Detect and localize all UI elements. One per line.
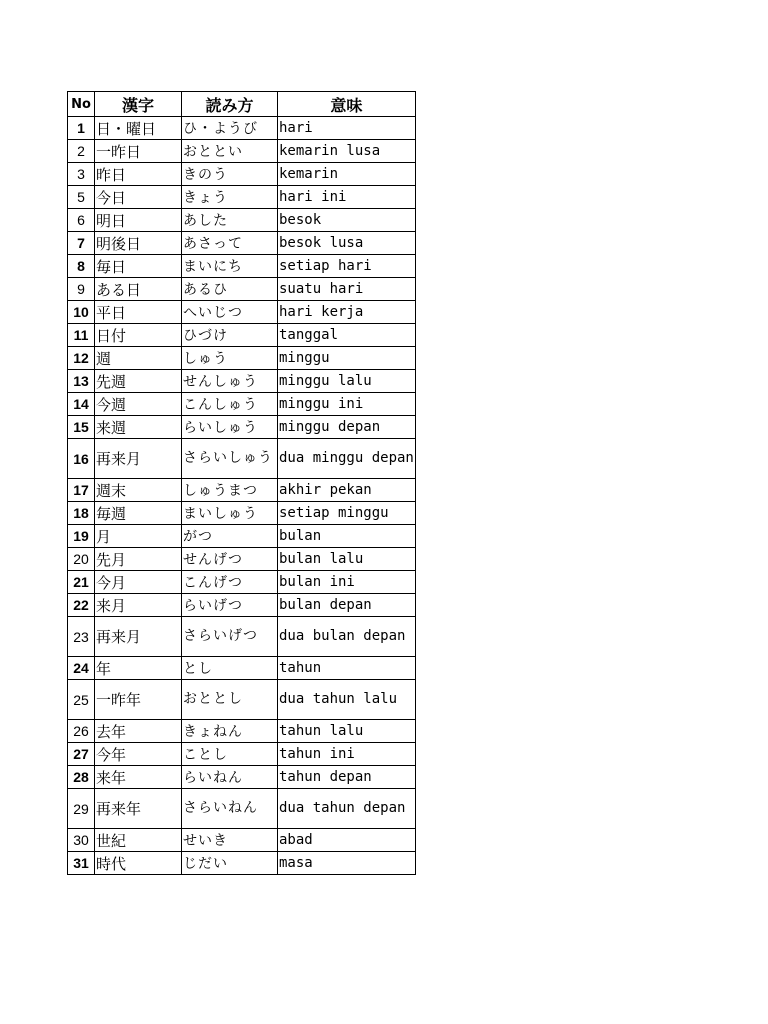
- cell-reading: きょう: [182, 186, 278, 209]
- table-row: [68, 720, 416, 743]
- vocabulary-table: [67, 91, 416, 875]
- cell-meaning: tahun depan: [278, 766, 416, 789]
- cell-no: 30: [68, 829, 95, 852]
- cell-kanji: 年: [95, 657, 182, 680]
- table-row: [68, 548, 416, 571]
- cell-no: 7: [68, 232, 95, 255]
- cell-kanji: 今週: [95, 393, 182, 416]
- cell-kanji: 明日: [95, 209, 182, 232]
- cell-reading: せんげつ: [182, 548, 278, 571]
- cell-no: 24: [68, 657, 95, 680]
- table-row: [68, 789, 416, 829]
- cell-no: 5: [68, 186, 95, 209]
- table-row: [68, 571, 416, 594]
- cell-kanji: 週末: [95, 479, 182, 502]
- cell-meaning: setiap minggu: [278, 502, 416, 525]
- cell-kanji: 来月: [95, 594, 182, 617]
- cell-no: 25: [68, 680, 95, 720]
- cell-no: 8: [68, 255, 95, 278]
- cell-reading: ひづけ: [182, 324, 278, 347]
- cell-kanji: 日付: [95, 324, 182, 347]
- table-row: [68, 232, 416, 255]
- cell-kanji: 来週: [95, 416, 182, 439]
- cell-meaning: besok: [278, 209, 416, 232]
- cell-kanji: 世紀: [95, 829, 182, 852]
- cell-reading: さらいげつ: [182, 617, 278, 657]
- cell-meaning: bulan ini: [278, 571, 416, 594]
- cell-kanji: 再来年: [95, 789, 182, 829]
- table-row: [68, 140, 416, 163]
- table-header: [68, 92, 416, 117]
- cell-reading: こんげつ: [182, 571, 278, 594]
- cell-kanji: 一昨年: [95, 680, 182, 720]
- cell-kanji: 来年: [95, 766, 182, 789]
- cell-meaning: minggu: [278, 347, 416, 370]
- table-row: [68, 186, 416, 209]
- table-row: [68, 594, 416, 617]
- header-meaning: 意味: [278, 92, 416, 117]
- cell-kanji: 平日: [95, 301, 182, 324]
- cell-kanji: 時代: [95, 852, 182, 875]
- table-row: [68, 393, 416, 416]
- table-row: [68, 370, 416, 393]
- cell-no: 3: [68, 163, 95, 186]
- cell-meaning: akhir pekan: [278, 479, 416, 502]
- cell-meaning: bulan depan: [278, 594, 416, 617]
- table-row: [68, 117, 416, 140]
- cell-meaning: hari kerja: [278, 301, 416, 324]
- cell-meaning: besok lusa: [278, 232, 416, 255]
- cell-reading: がつ: [182, 525, 278, 548]
- cell-reading: きのう: [182, 163, 278, 186]
- cell-meaning: tahun: [278, 657, 416, 680]
- cell-no: 20: [68, 548, 95, 571]
- cell-kanji: 明後日: [95, 232, 182, 255]
- cell-no: 28: [68, 766, 95, 789]
- cell-meaning: setiap hari: [278, 255, 416, 278]
- cell-no: 12: [68, 347, 95, 370]
- cell-no: 21: [68, 571, 95, 594]
- cell-meaning: kemarin: [278, 163, 416, 186]
- cell-no: 10: [68, 301, 95, 324]
- cell-kanji: 毎週: [95, 502, 182, 525]
- cell-no: 13: [68, 370, 95, 393]
- table-row: [68, 347, 416, 370]
- cell-kanji: 去年: [95, 720, 182, 743]
- cell-meaning: bulan lalu: [278, 548, 416, 571]
- table-row: [68, 852, 416, 875]
- table-row: [68, 680, 416, 720]
- table-row: [68, 766, 416, 789]
- cell-no: 11: [68, 324, 95, 347]
- cell-kanji: 一昨日: [95, 140, 182, 163]
- cell-reading: じだい: [182, 852, 278, 875]
- table-row: [68, 439, 416, 479]
- cell-reading: さらいしゅう: [182, 439, 278, 479]
- cell-kanji: 先月: [95, 548, 182, 571]
- table-row: [68, 657, 416, 680]
- cell-reading: へいじつ: [182, 301, 278, 324]
- table-row: [68, 324, 416, 347]
- table-row: [68, 525, 416, 548]
- cell-meaning: abad: [278, 829, 416, 852]
- table-row: [68, 502, 416, 525]
- cell-meaning: dua minggu depan: [278, 439, 416, 479]
- cell-kanji: 今日: [95, 186, 182, 209]
- cell-reading: しゅう: [182, 347, 278, 370]
- cell-meaning: bulan: [278, 525, 416, 548]
- table-row: [68, 255, 416, 278]
- cell-no: 19: [68, 525, 95, 548]
- cell-meaning: tanggal: [278, 324, 416, 347]
- cell-reading: とし: [182, 657, 278, 680]
- table-row: [68, 163, 416, 186]
- cell-meaning: dua tahun lalu: [278, 680, 416, 720]
- cell-meaning: minggu ini: [278, 393, 416, 416]
- cell-kanji: 日・曜日: [95, 117, 182, 140]
- table-row: [68, 829, 416, 852]
- cell-meaning: minggu depan: [278, 416, 416, 439]
- cell-no: 1: [68, 117, 95, 140]
- cell-no: 18: [68, 502, 95, 525]
- cell-reading: らいげつ: [182, 594, 278, 617]
- table-row: [68, 301, 416, 324]
- cell-no: 27: [68, 743, 95, 766]
- cell-kanji: 月: [95, 525, 182, 548]
- cell-no: 17: [68, 479, 95, 502]
- cell-reading: ことし: [182, 743, 278, 766]
- cell-reading: あさって: [182, 232, 278, 255]
- cell-no: 22: [68, 594, 95, 617]
- cell-no: 16: [68, 439, 95, 479]
- cell-meaning: tahun lalu: [278, 720, 416, 743]
- cell-no: 29: [68, 789, 95, 829]
- header-reading: 読み方: [182, 92, 278, 117]
- cell-meaning: tahun ini: [278, 743, 416, 766]
- table-row: [68, 209, 416, 232]
- cell-reading: まいにち: [182, 255, 278, 278]
- cell-reading: まいしゅう: [182, 502, 278, 525]
- cell-reading: おととい: [182, 140, 278, 163]
- header-kanji: 漢字: [95, 92, 182, 117]
- cell-kanji: 再来月: [95, 439, 182, 479]
- header-no: No: [68, 92, 95, 117]
- table-row: [68, 278, 416, 301]
- cell-meaning: suatu hari: [278, 278, 416, 301]
- table-row: [68, 416, 416, 439]
- cell-reading: せいき: [182, 829, 278, 852]
- cell-no: 6: [68, 209, 95, 232]
- cell-no: 31: [68, 852, 95, 875]
- table-row: [68, 743, 416, 766]
- cell-kanji: 今月: [95, 571, 182, 594]
- cell-no: 2: [68, 140, 95, 163]
- cell-kanji: 先週: [95, 370, 182, 393]
- header-row: [68, 92, 416, 117]
- cell-meaning: minggu lalu: [278, 370, 416, 393]
- cell-reading: こんしゅう: [182, 393, 278, 416]
- cell-no: 14: [68, 393, 95, 416]
- table-row: [68, 617, 416, 657]
- cell-no: 26: [68, 720, 95, 743]
- cell-meaning: hari ini: [278, 186, 416, 209]
- cell-kanji: 今年: [95, 743, 182, 766]
- cell-reading: きょねん: [182, 720, 278, 743]
- cell-kanji: 週: [95, 347, 182, 370]
- cell-reading: らいねん: [182, 766, 278, 789]
- cell-reading: しゅうまつ: [182, 479, 278, 502]
- cell-reading: ひ・ようび: [182, 117, 278, 140]
- table-body: [68, 117, 416, 875]
- cell-reading: おととし: [182, 680, 278, 720]
- cell-no: 9: [68, 278, 95, 301]
- cell-meaning: masa: [278, 852, 416, 875]
- cell-no: 15: [68, 416, 95, 439]
- cell-reading: あした: [182, 209, 278, 232]
- cell-meaning: kemarin lusa: [278, 140, 416, 163]
- table-row: [68, 479, 416, 502]
- cell-reading: せんしゅう: [182, 370, 278, 393]
- cell-reading: らいしゅう: [182, 416, 278, 439]
- cell-meaning: dua tahun depan: [278, 789, 416, 829]
- cell-reading: さらいねん: [182, 789, 278, 829]
- cell-kanji: 再来月: [95, 617, 182, 657]
- cell-kanji: ある日: [95, 278, 182, 301]
- cell-kanji: 毎日: [95, 255, 182, 278]
- cell-no: 23: [68, 617, 95, 657]
- cell-kanji: 昨日: [95, 163, 182, 186]
- cell-meaning: dua bulan depan: [278, 617, 416, 657]
- cell-reading: あるひ: [182, 278, 278, 301]
- cell-meaning: hari: [278, 117, 416, 140]
